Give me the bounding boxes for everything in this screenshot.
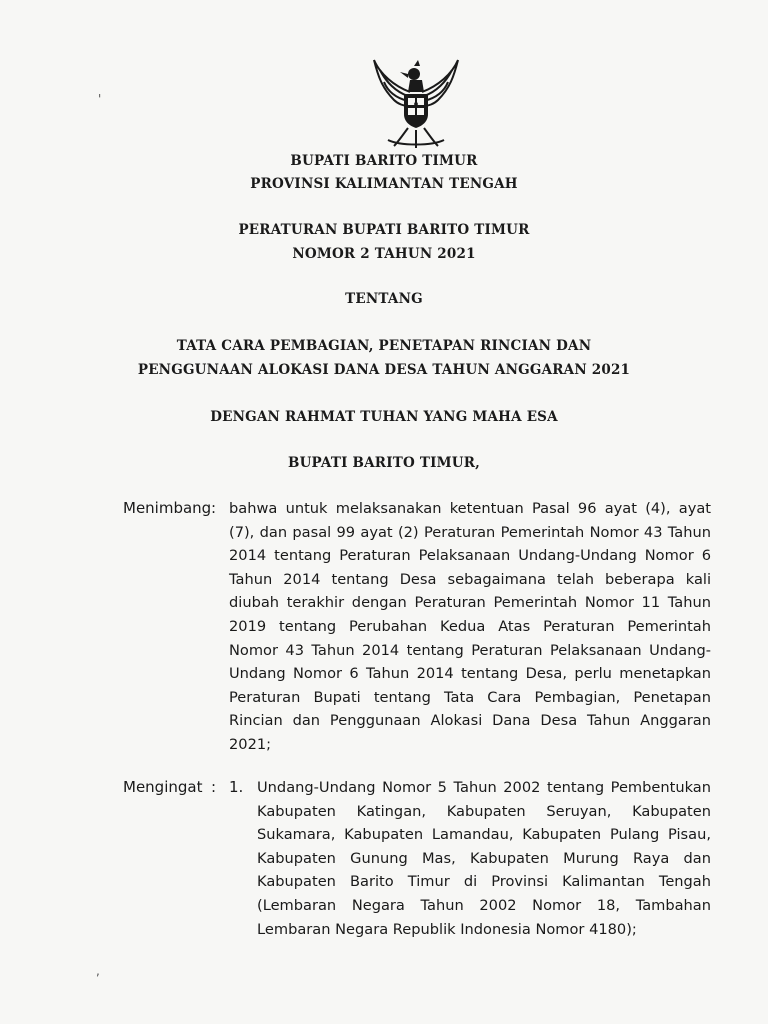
- garuda-emblem-icon: [364, 52, 468, 152]
- mengingat-item-text: Undang-Undang Nomor 5 Tahun 2002 tentang Pembentukan Kabupaten Katingan, Kabupaten Seruyan, Kabupaten Sukamara, Kabupaten Lamandau, Kabupaten Pulang Pisau, Kabupaten Gunung Mas, Kabupaten Murung Raya dan Kabupaten Barito Timur di Provinsi Kalimantan Tengah (Lembaran Negara Tahun 2002 Nomor 18, Tambahan Lembaran Negara Republik Indonesia Nomor 4180);: [257, 779, 711, 938]
- about-heading: TENTANG: [345, 291, 423, 307]
- regent-title: BUPATI BARITO TIMUR: [290, 153, 478, 169]
- mengingat-label: Mengingat: [123, 778, 203, 796]
- menimbang-colon: :: [211, 499, 217, 517]
- scan-speck: ': [98, 92, 102, 106]
- mengingat-item-number: 1.: [229, 778, 244, 796]
- mengingat-colon: :: [211, 778, 217, 796]
- regulation-title: PERATURAN BUPATI BARITO TIMUR: [238, 222, 530, 238]
- subject-line-2: PENGGUNAAN ALOKASI DANA DESA TAHUN ANGGARAN 2021: [137, 362, 631, 378]
- regulation-number: NOMOR 2 TAHUN 2021: [292, 246, 476, 262]
- menimbang-label: Menimbang: [123, 499, 212, 517]
- authority-line: BUPATI BARITO TIMUR,: [287, 455, 481, 471]
- scan-speck: ,: [96, 964, 100, 978]
- blessing-line: DENGAN RAHMAT TUHAN YANG MAHA ESA: [210, 409, 558, 425]
- subject-line-1: TATA CARA PEMBAGIAN, PENETAPAN RINCIAN DAN: [176, 338, 592, 354]
- province-title: PROVINSI KALIMANTAN TENGAH: [250, 176, 518, 192]
- menimbang-text: bahwa untuk melaksanakan ketentuan Pasal 96 ayat (4), ayat (7), dan pasal 99 ayat (2) Peraturan Pemerintah Nomor 43 Tahun 2014 tentang Peraturan Pelaksanaan Undang-Undang Nomor 6 Tahun 2014 tentang Desa sebagaimana telah beberapa kali diubah terakhir dengan Peraturan Pemerintah Nomor 11 Tahun 2019 tentang Perubahan Kedua Atas Peraturan Pemerintah Nomor 43 Tahun 2014 tentang Peraturan Pelaksanaan Undang-Undang Nomor 6 Tahun 2014 tentang Desa, perlu menetapkan Peraturan Bupati tentang Tata Cara Pembagian, Penetapan Rincian dan Penggunaan Alokasi Dana Desa Tahun Anggaran 2021;: [229, 500, 711, 753]
